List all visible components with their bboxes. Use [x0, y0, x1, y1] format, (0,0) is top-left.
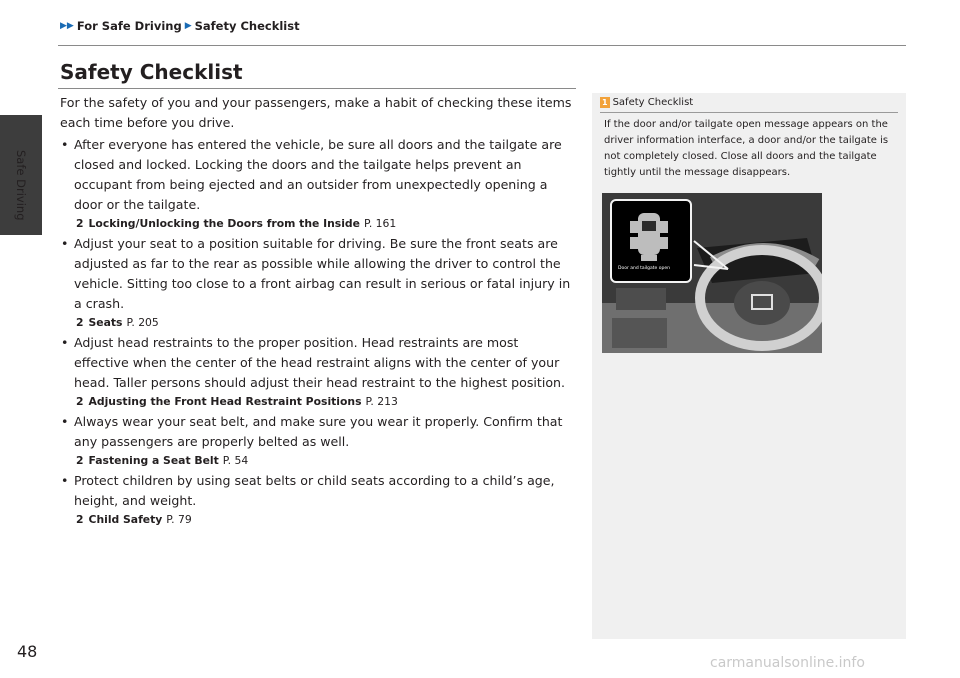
- display-callout: [610, 199, 692, 283]
- bullet-icon: •: [61, 473, 69, 488]
- list-item-text: Adjust your seat to a position suitable for driving. Be sure the front seats are adjusted as far to the rear as possible while allowing the driver to control the vehicle. Sitting too close to a front airbag can result in serious or fatal injury in a crash.: [74, 236, 571, 311]
- side-note-text: If the door and/or tailgate open message appears on the driver information interface, a door and/or the tailgate is not completely closed. Close all doors and the tailgate tightly until the message disappears.: [604, 119, 889, 178]
- intro-text: For the safety of you and your passengers, make a habit of checking these items each time before you drive.: [60, 95, 572, 130]
- bullet-icon: •: [61, 414, 69, 429]
- breadcrumb-arrow-icon: ▶: [184, 21, 192, 31]
- cross-reference-link[interactable]: [60, 512, 574, 528]
- section-side-label: Safe Driving: [14, 150, 28, 221]
- list-item: [60, 412, 574, 452]
- list-item-text: After everyone has entered the vehicle, be sure all doors and the tailgate are closed and locked. Locking the doors and the tailgate helps prevent an occupant from being ejected and an outsider from unexpectedly opening a door or the tailgate.: [74, 137, 562, 212]
- note-badge-icon: 1: [602, 98, 608, 107]
- breadcrumb: [60, 19, 300, 33]
- list-item-text: Adjust head restraints to the proper position. Head restraints are most effective when the center of the head restraint aligns with the center of your head. Taller persons should adjust their head restraint to the highest position.: [74, 335, 566, 390]
- cross-reference-link[interactable]: [60, 216, 574, 232]
- breadcrumb-arrow-icon: ▶▶: [60, 21, 74, 31]
- bullet-icon: •: [61, 236, 69, 251]
- reference-label[interactable]: Seats: [88, 316, 123, 329]
- title-divider: [58, 88, 576, 89]
- reference-page[interactable]: P. 161: [363, 217, 397, 230]
- list-item-text: Always wear your seat belt, and make sure you wear it properly. Confirm that any passengers are properly belted as well.: [74, 414, 563, 449]
- reference-page[interactable]: P. 213: [365, 395, 398, 408]
- page-number: 48: [17, 642, 38, 661]
- side-note-panel: [592, 93, 906, 639]
- bullet-icon: •: [61, 335, 69, 350]
- list-item-text: Protect children by using seat belts or child seats according to a child’s age, height, and weight.: [74, 473, 555, 508]
- side-note-divider: [600, 112, 898, 113]
- list-item: [60, 333, 574, 393]
- reference-page[interactable]: P. 54: [222, 454, 249, 467]
- reference-label[interactable]: Child Safety: [88, 513, 163, 526]
- main-content: [60, 93, 574, 530]
- callout-caption: Door and tailgate open: [618, 266, 670, 271]
- list-item: [60, 471, 574, 511]
- reference-arrow-icon: 2: [76, 513, 84, 526]
- reference-page[interactable]: P. 205: [126, 316, 159, 329]
- list-item: [60, 234, 574, 314]
- list-item: [60, 135, 574, 215]
- page-title: Safety Checklist: [60, 60, 243, 84]
- reference-label[interactable]: Adjusting the Front Head Restraint Positions: [88, 395, 362, 408]
- reference-label[interactable]: Fastening a Seat Belt: [88, 454, 219, 467]
- side-note-title: Safety Checklist: [612, 97, 694, 108]
- breadcrumb-item-current[interactable]: Safety Checklist: [194, 19, 300, 33]
- reference-arrow-icon: 2: [76, 454, 84, 467]
- watermark-text: carmanualsonline.info: [710, 655, 865, 671]
- cross-reference-link[interactable]: [60, 394, 574, 410]
- header-divider: [58, 45, 906, 46]
- bullet-icon: •: [61, 137, 69, 152]
- reference-arrow-icon: 2: [76, 217, 84, 230]
- reference-page[interactable]: P. 79: [166, 513, 192, 526]
- cross-reference-link[interactable]: [60, 315, 574, 331]
- reference-label[interactable]: Locking/Unlocking the Doors from the Inside: [88, 217, 360, 230]
- cross-reference-link[interactable]: [60, 453, 574, 469]
- dashboard-illustration: [602, 193, 822, 353]
- side-note-heading: [600, 97, 693, 108]
- reference-arrow-icon: 2: [76, 316, 84, 329]
- reference-arrow-icon: 2: [76, 395, 84, 408]
- breadcrumb-item-chapter[interactable]: For Safe Driving: [76, 19, 182, 33]
